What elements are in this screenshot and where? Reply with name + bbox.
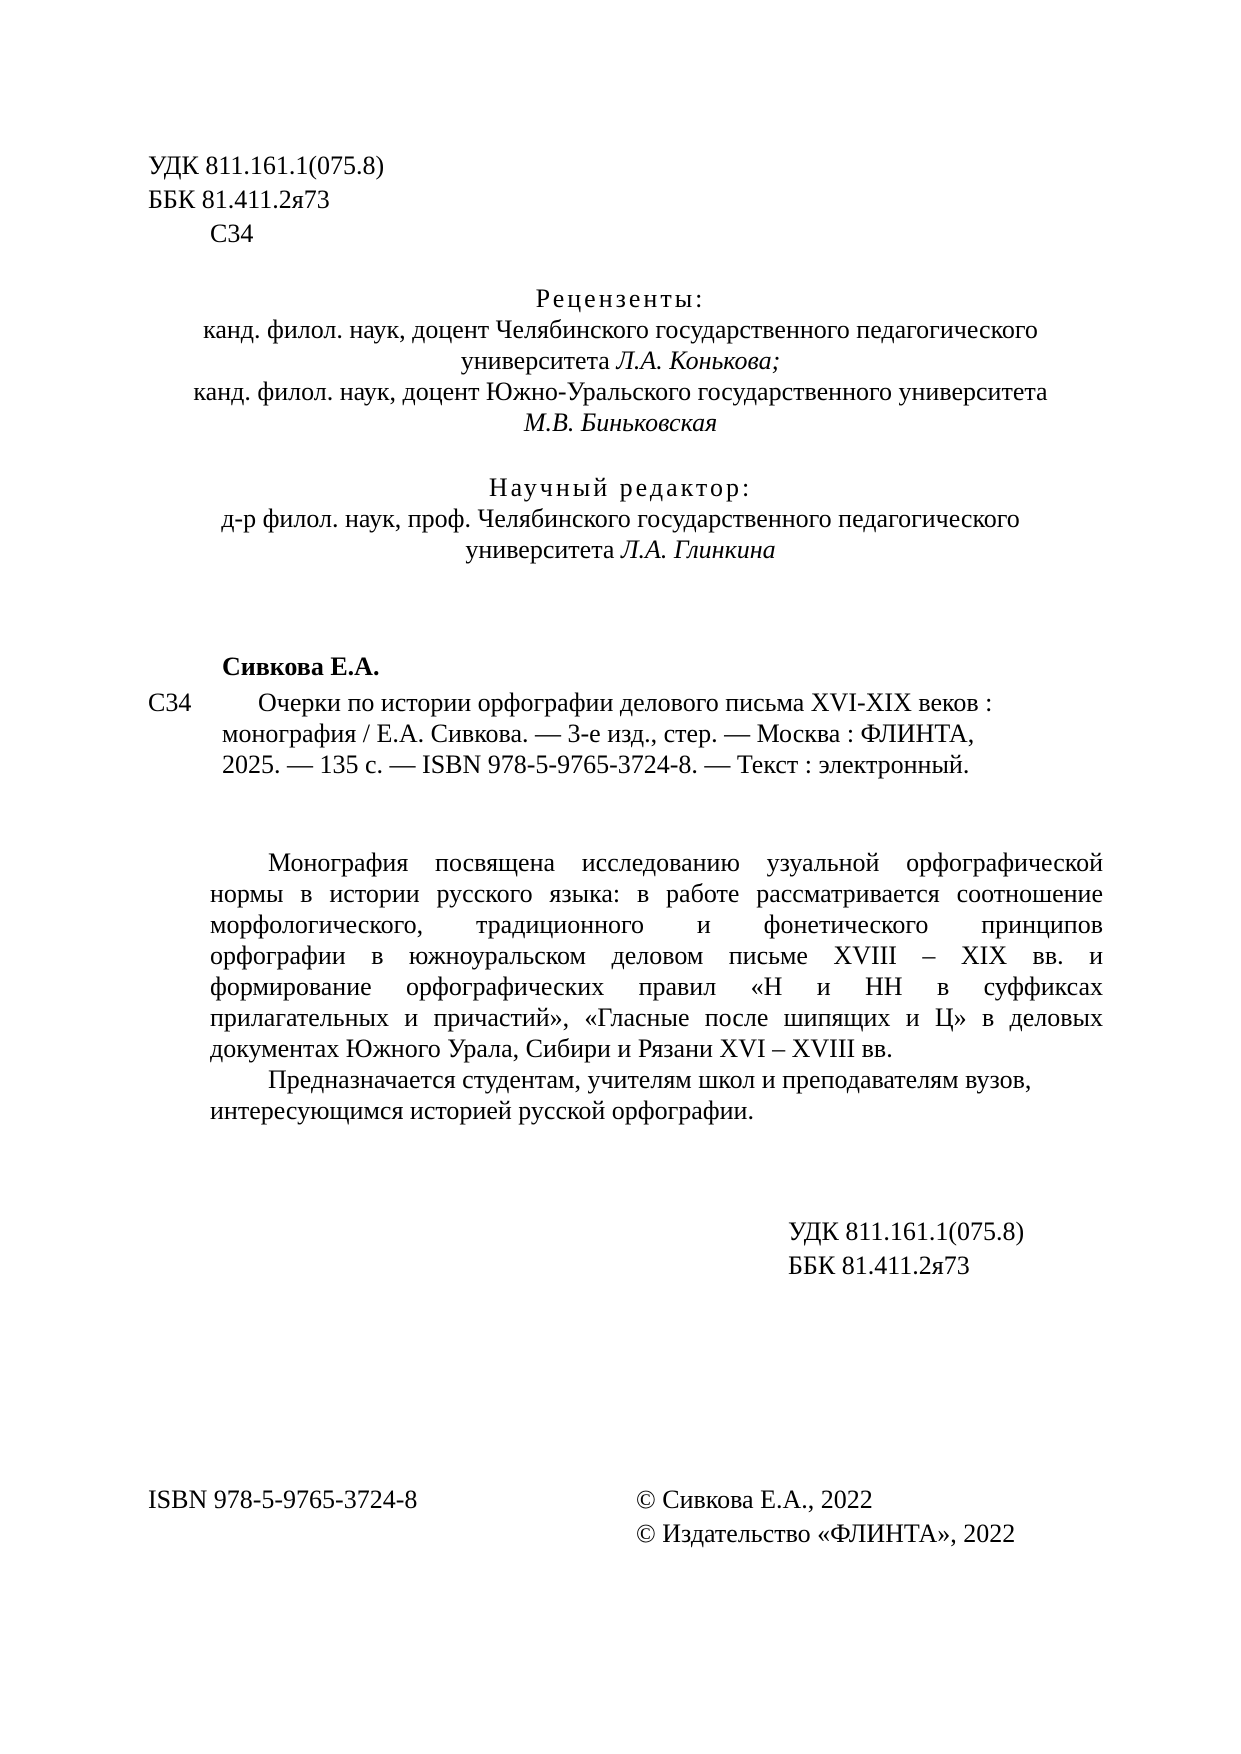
- annotation-line: Предназначается студентам, учителям школ и преподавателям вузов,: [268, 1065, 1032, 1094]
- bib-line3: 2025. — 135 с. — ISBN 978-5-9765-3724-8. — Текст : электронный.: [222, 750, 970, 779]
- udk-code-top: УДК 811.161.1(075.8): [148, 151, 385, 180]
- reviewer1-affiliation-end: университета: [460, 346, 617, 375]
- reviewers-heading: Рецензенты:: [535, 284, 706, 313]
- editor-line2: [0, 534, 1241, 565]
- bib-author: Сивкова Е.А.: [222, 652, 380, 681]
- udk-code-bottom: УДК 811.161.1(075.8): [788, 1217, 1025, 1246]
- reviewer2-line1: канд. филол. наук, доцент Южно-Уральского государственного университета: [193, 377, 1048, 406]
- annotation-line: прилагательных и причастий», «Гласные после шипящих и Ц» в деловых: [210, 1003, 1103, 1032]
- author-sign-top: С34: [210, 219, 254, 248]
- annotation-line: интересующимся историей русской орфографии.: [210, 1096, 754, 1125]
- annotation-line: формирование орфографических правил «Н и НН в суффиксах: [210, 972, 1103, 1001]
- bib-sign: С34: [148, 688, 192, 717]
- bbk-code-top: ББК 81.411.2я73: [148, 185, 330, 214]
- reviewer1-line2: [0, 345, 1241, 376]
- isbn: ISBN 978-5-9765-3724-8: [148, 1485, 418, 1514]
- editor-heading: Научный редактор:: [488, 473, 753, 502]
- reviewer2-name: М.В. Биньковская: [523, 408, 718, 437]
- reviewer1-line1: канд. филол. наук, доцент Челябинского государственного педагогического: [203, 315, 1038, 344]
- bbk-code-bottom: ББК 81.411.2я73: [788, 1251, 970, 1280]
- annotation-line: нормы в истории русского языка: в работе рассматривается соотношение: [210, 879, 1103, 908]
- bib-line1: Очерки по истории орфографии делового письма XVI-XIX веков :: [258, 688, 993, 717]
- annotation-line: документах Южного Урала, Сибири и Рязани XVI – XVIII вв.: [210, 1034, 893, 1063]
- annotation-line: Монография посвящена исследованию узуальной орфографической: [268, 848, 1103, 877]
- editor-name: Л.А. Глинкина: [620, 535, 776, 564]
- reviewer1-name: Л.А. Конькова;: [616, 346, 781, 375]
- copyright-author: © Сивкова Е.А., 2022: [636, 1485, 873, 1514]
- annotation-line: морфологического, традиционного и фонетического принципов: [210, 910, 1103, 939]
- annotation-line: орфографии в южноуральском деловом письме XVIII – XIX вв. и: [210, 941, 1103, 970]
- copyright-publisher: © Издательство «ФЛИНТА», 2022: [636, 1519, 1016, 1548]
- editor-affiliation-end: университета: [465, 535, 621, 564]
- bib-line2: монография / Е.А. Сивкова. — 3-е изд., стер. — Москва : ФЛИНТА,: [222, 719, 975, 748]
- editor-line1: д-р филол. наук, проф. Челябинского государственного педагогического: [221, 504, 1020, 533]
